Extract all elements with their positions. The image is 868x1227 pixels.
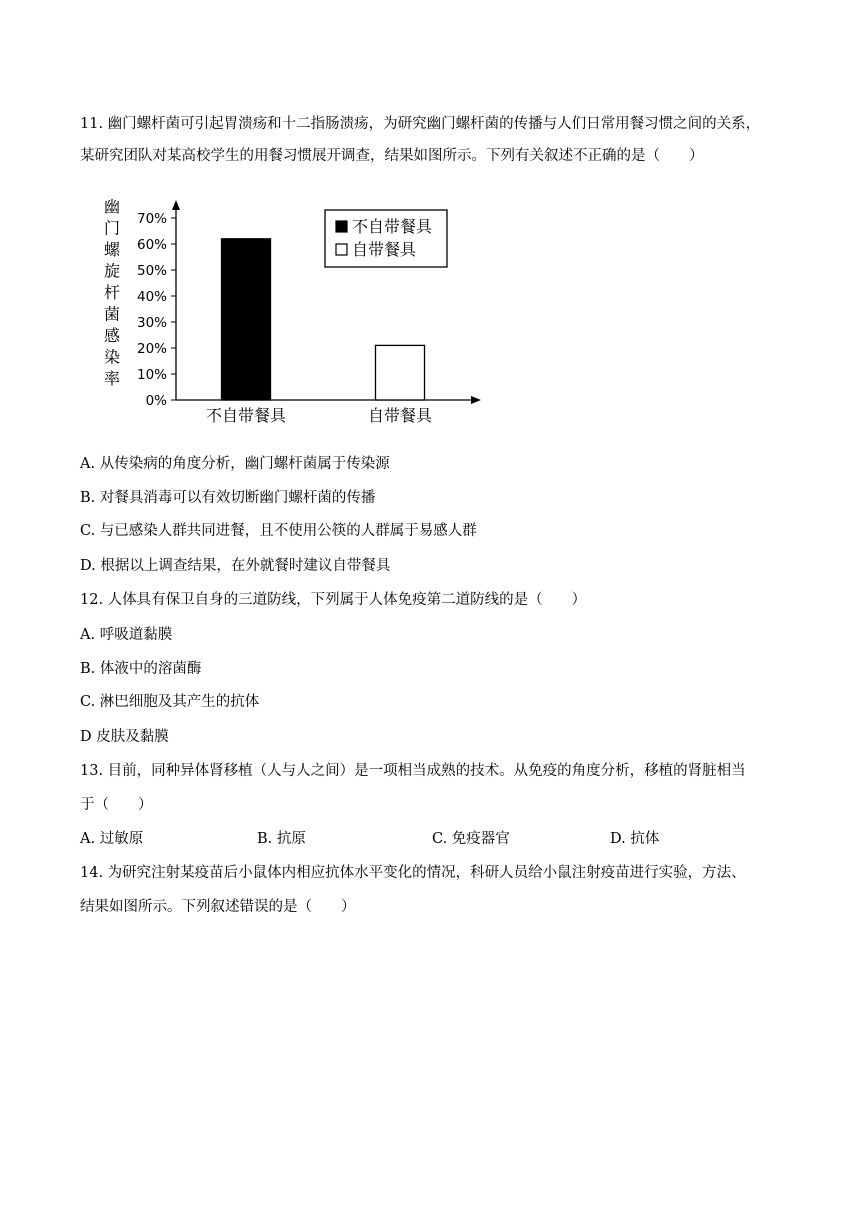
question-14-line-2: 结果如图所示。下列叙述错误的是（ ）	[80, 899, 356, 915]
y-tick-label: 60%	[136, 237, 167, 253]
q11-option-d: D. 根据以上调查结果，在外就餐时建议自带餐具	[80, 558, 391, 574]
y-axis-arrow	[172, 200, 180, 210]
q13-option-b: B. 抗原	[257, 831, 306, 847]
y-axis-label-char: 门	[103, 218, 121, 238]
y-axis-label-char: 杆	[103, 283, 121, 302]
y-tick-label: 50%	[136, 263, 167, 279]
q12-option-d: D 皮肤及黏膜	[80, 729, 169, 745]
q12-option-c: C. 淋巴细胞及其产生的抗体	[80, 694, 260, 710]
q13-option-c: C. 免疫器官	[432, 831, 510, 847]
question-13-line-1: 13. 目前，同种异体肾移植（人与人之间）是一项相当成熟的技术。从免疫的角度分析，移植的肾脏相当	[80, 763, 746, 779]
y-axis-label-char: 率	[103, 369, 121, 388]
q13-option-a: A. 过敏原	[80, 831, 144, 847]
x-category-label: 不自带餐具	[205, 406, 287, 425]
q12-option-a: A. 呼吸道黏膜	[80, 627, 173, 643]
y-tick-label: 70%	[136, 211, 167, 227]
y-axis-label-char: 幽	[103, 197, 121, 216]
q11-option-c: C. 与已感染人群共同进餐，且不使用公筷的人群属于易感人群	[80, 523, 477, 539]
x-axis-arrow	[471, 396, 481, 404]
legend-label: 自带餐具	[352, 240, 417, 259]
y-axis-label-char: 感	[103, 326, 121, 345]
infection-rate-bar-chart	[96, 190, 496, 430]
y-axis-label-char: 螺	[103, 240, 121, 259]
legend-label: 不自带餐具	[352, 217, 433, 236]
question-12-stem: 12. 人体具有保卫自身的三道防线，下列属于人体免疫第二道防线的是（ ）	[80, 592, 587, 608]
y-tick-label: 0%	[145, 393, 167, 409]
question-11-line-2: 某研究团队对某高校学生的用餐习惯展开调查，结果如图所示。下列有关叙述不正确的是（ ）	[80, 148, 704, 164]
y-tick-label: 40%	[136, 289, 167, 305]
y-tick-label: 30%	[136, 315, 167, 331]
question-11-line-1: 11. 幽门螺杆菌可引起胃溃疡和十二指肠溃疡，为研究幽门螺杆菌的传播与人们日常用餐习惯之间的关系，	[80, 116, 761, 132]
bar	[222, 239, 271, 400]
q11-option-b: B. 对餐具消毒可以有效切断幽门螺杆菌的传播	[80, 490, 376, 506]
question-14-line-1: 14. 为研究注射某疫苗后小鼠体内相应抗体水平变化的情况，科研人员给小鼠注射疫苗进行实验，方法、	[80, 865, 746, 881]
q12-option-b: B. 体液中的溶菌酶	[80, 661, 202, 677]
q13-option-d: D. 抗体	[610, 831, 660, 847]
x-category-label: 自带餐具	[367, 406, 433, 425]
y-axis-label-char: 旋	[103, 261, 121, 281]
y-tick-label: 10%	[136, 367, 167, 383]
y-axis-label-char: 染	[103, 347, 121, 367]
y-axis-label-char: 菌	[103, 304, 121, 324]
bar	[376, 345, 425, 400]
question-13-line-2: 于（ ）	[80, 797, 153, 813]
legend-swatch	[336, 221, 347, 232]
legend-swatch	[336, 244, 347, 255]
y-tick-label: 20%	[136, 341, 167, 357]
q11-option-a: A. 从传染病的角度分析，幽门螺杆菌属于传染源	[80, 456, 390, 472]
